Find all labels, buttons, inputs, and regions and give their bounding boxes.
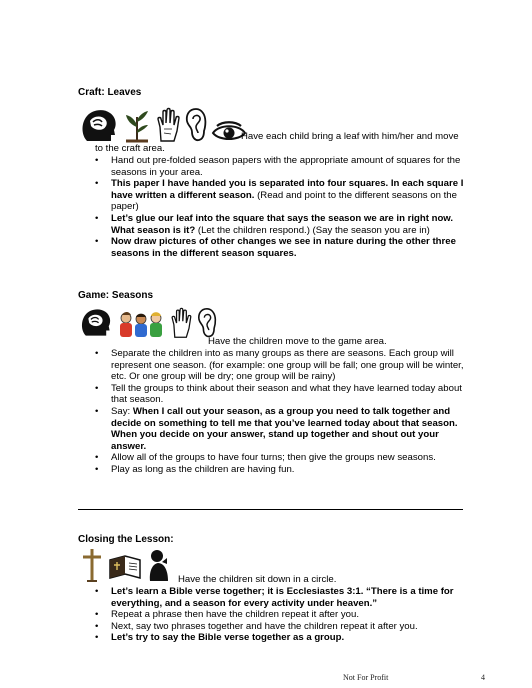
body-text: Say:	[111, 405, 133, 417]
bold-text: When I call out your season, as a group you need to talk together and decide on something to tell me that you’ve learned today about that season. When you decide on your answer, stand up together and shout out your answer.	[111, 405, 458, 452]
list-item	[95, 452, 465, 464]
craft-icon-strip	[79, 107, 247, 143]
body-text: Separate the children into as many groups as there are seasons. Each group will represent one season. (for example: one group will be fall; one group will be winter, etc. Or one group will be dry; one group will be rainy)	[111, 348, 464, 383]
closing-heading: Closing the Lesson:	[78, 534, 174, 545]
body-text: (Read and point to the different seasons on the paper)	[111, 189, 457, 213]
list-item	[95, 178, 465, 213]
footer-note: Not For Profit	[343, 673, 389, 682]
list-item	[95, 586, 465, 609]
section-divider	[78, 509, 463, 510]
closing-intro: Have the children sit down in a circle.	[178, 574, 337, 585]
list-item	[95, 406, 465, 452]
list-item	[95, 236, 465, 259]
seedling-plant-icon	[122, 107, 152, 143]
body-text: Allow all of the groups to have four turns; then give the groups new seasons.	[111, 452, 436, 464]
list-item	[95, 348, 465, 383]
craft-intro: Have each child bring a leaf with him/her and move	[241, 131, 459, 142]
body-text: Play as long as the children are having fun.	[111, 463, 295, 475]
body-text: Tell the groups to think about their season and what they have learned today about that season.	[111, 382, 462, 406]
list-item	[95, 464, 465, 476]
hand-icon	[155, 107, 181, 143]
thinking-head-icon	[79, 305, 113, 339]
bold-text: Let’s glue our leaf into the square that says the season we are in right now. What season is it?	[111, 212, 454, 236]
bold-text: Let’s try to say the Bible verse together as a group.	[111, 632, 345, 644]
list-item	[95, 621, 465, 633]
game-heading: Game: Seasons	[78, 290, 154, 301]
game-intro: Have the children move to the game area.	[208, 336, 387, 347]
bold-text: Let’s learn a Bible verse together; it is Ecclesiastes 3:1. “There is a time for everything, and a season for every activity under heaven.”	[111, 586, 454, 609]
bold-text: This paper I have handed you is separated into four squares. In each square I have written a different season.	[111, 178, 464, 201]
praying-child-icon	[146, 548, 172, 582]
body-text: Repeat a phrase then have the children repeat it after you.	[111, 609, 359, 621]
children-group-icon	[116, 309, 166, 339]
craft-bullet-list	[95, 155, 465, 259]
list-item	[95, 383, 465, 406]
body-text: (Let the children respond.) (Say the season you are in)	[195, 224, 430, 236]
bold-text: Now draw pictures of other changes we see in nature during the other three seasons in the different season squares.	[111, 236, 456, 259]
list-item	[95, 609, 465, 621]
game-bullet-list	[95, 348, 465, 476]
closing-icon-strip	[80, 548, 172, 582]
closing-bullet-list	[95, 586, 465, 644]
list-item	[95, 632, 465, 644]
bible-icon	[107, 552, 143, 582]
body-text: Next, say two phrases together and have the children repeat it after you.	[111, 620, 418, 632]
ear-icon	[184, 107, 208, 143]
craft-intro-continued: to the craft area.	[95, 143, 165, 154]
cross-icon	[80, 548, 104, 582]
game-icon-strip	[79, 305, 218, 339]
hand-icon	[169, 307, 193, 339]
craft-heading: Craft: Leaves	[78, 87, 142, 98]
thinking-head-icon	[79, 107, 119, 143]
list-item	[95, 155, 465, 178]
ear-icon	[196, 307, 218, 339]
list-item	[95, 213, 465, 236]
body-text: Hand out pre-folded season papers with the appropriate amount of squares for the seasons in your area.	[111, 155, 461, 178]
page-number: 4	[481, 673, 485, 682]
